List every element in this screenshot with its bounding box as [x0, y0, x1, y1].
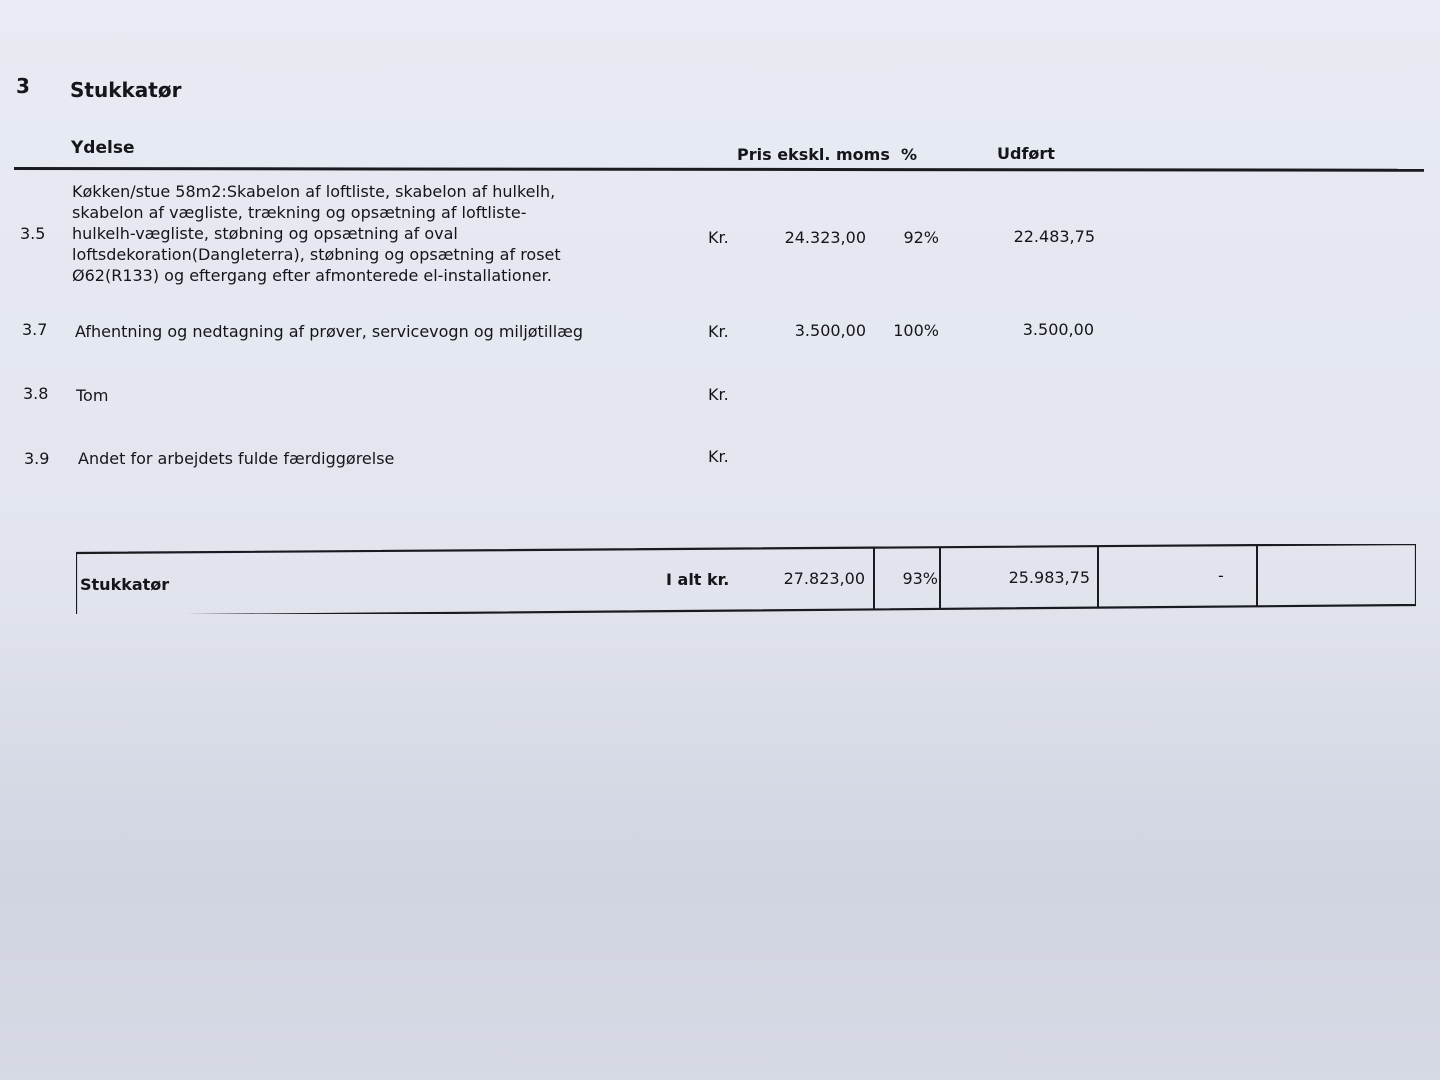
currency-label: Kr. [708, 447, 729, 466]
total-udfort: 25.983,75 [1008, 568, 1090, 587]
price-value: 3.500,00 [794, 321, 866, 340]
row-description: Tom [76, 386, 109, 405]
row-number: 3.7 [22, 320, 48, 339]
currency-label: Kr. [708, 385, 729, 404]
currency-label: Kr. [708, 322, 729, 341]
page-shadow [0, 600, 1440, 1080]
description-line: skabelon af vægliste, trækning og opsætning af loftliste- [72, 203, 527, 222]
header-pris: Pris ekskl. moms [737, 145, 890, 164]
total-box [76, 544, 1416, 614]
total-price: 27.823,00 [783, 569, 865, 588]
description-line: Køkken/stue 58m2:Skabelon af loftliste, skabelon af hulkelh, [72, 182, 556, 201]
total-extra: - [1218, 566, 1224, 585]
row-number: 3.5 [20, 224, 46, 243]
header-percent: % [901, 145, 918, 164]
section-title: Stukkatør [70, 78, 182, 102]
header-udfort: Udført [997, 144, 1055, 163]
total-ialt-label: I alt kr. [666, 570, 730, 589]
total-percent: 93% [902, 569, 938, 588]
total-label: Stukkatør [80, 575, 170, 594]
row-description: Andet for arbejdets fulde færdiggørelse [78, 449, 395, 468]
row-number: 3.9 [24, 449, 50, 468]
percent-value: 92% [903, 228, 939, 247]
row-description [72, 181, 632, 286]
udfort-value: 3.500,00 [1022, 320, 1094, 339]
row-number: 3.8 [23, 384, 49, 403]
description-line: hulkelh-vægliste, støbning og opsætning af oval [72, 224, 458, 243]
total-box-border [76, 544, 1416, 614]
price-value: 24.323,00 [784, 228, 866, 247]
header-rule [14, 167, 1424, 172]
row-description: Afhentning og nedtagning af prøver, servicevogn og miljøtillæg [75, 322, 584, 341]
currency-label: Kr. [708, 228, 729, 247]
description-line: Ø62(R133) og eftergang efter afmonterede el-installationer. [72, 266, 552, 285]
percent-value: 100% [893, 321, 939, 340]
description-line: loftsdekoration(Dangleterra), støbning og opsætning af roset [72, 245, 561, 264]
udfort-value: 22.483,75 [1013, 227, 1095, 246]
section-number: 3 [16, 74, 30, 98]
header-ydelse: Ydelse [71, 138, 135, 158]
